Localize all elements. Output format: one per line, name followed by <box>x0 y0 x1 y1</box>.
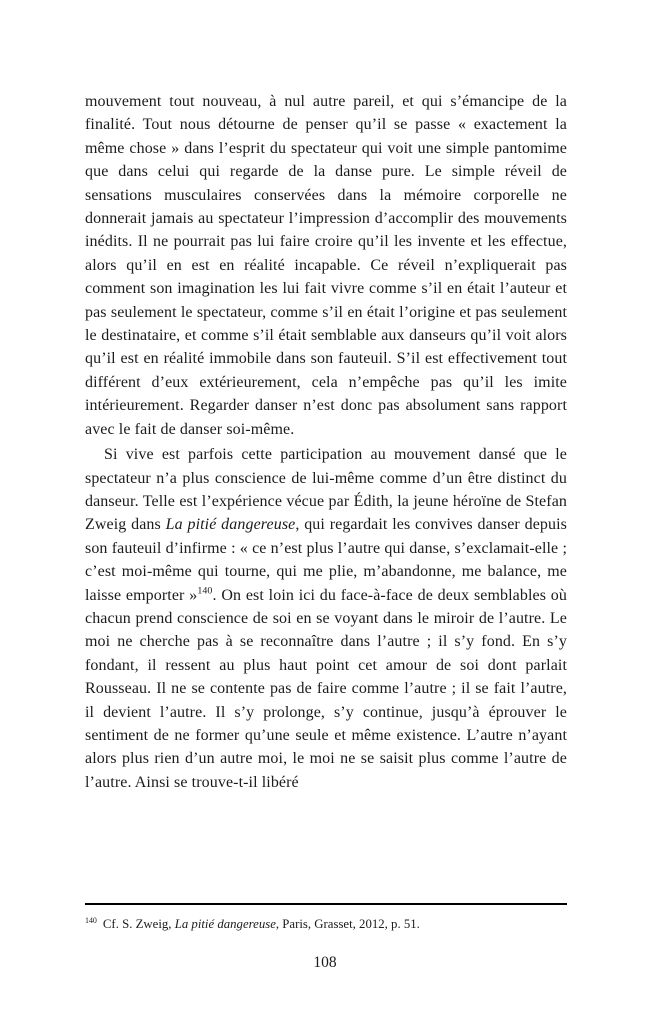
paragraph-1: mouvement tout nouveau, à nul autre pareil, et qui s’émancipe de la finalité. Tout nous détourne de penser qu’il se passe « exactement la même chose » dans l’esprit du spectateur qui voit une simple pantomime que dans celui qui regarde de la danse pure. Le simple réveil de sensations musculaires conservées dans la mémoire corporelle ne donnerait jamais au spectateur l’impression d’accomplir des mouvements inédits. Il ne pourrait pas lui faire croire qu’il les invente et les effectue, alors qu’il en est en réalité incapable. Ce réveil n’expliquerait pas comment son imagination les lui fait vivre comme s’il en était l’auteur et pas seulement le spectateur, comme s’il en était l’origine et pas seulement le destinataire, et comme s’il était semblable aux danseurs qu’il voit alors qu’il est en réalité immobile dans son fauteuil. S’il est effectivement tout différent d’eux extérieurement, cela n’empêche pas qu’il les imite intérieurement. Regarder danser n’est donc pas absolument sans rapport avec le fait de danser soi-même. <box>85 93 567 438</box>
footnote-divider <box>85 903 567 905</box>
footnote-140: $^{140}$ Cf. S. Zweig, La pitié dangereuse, Paris, Grasset, 2012, p. 51. <box>85 915 420 931</box>
footnote-area <box>85 903 567 932</box>
paragraph-2: Si vive est parfois cette participation au mouvement dansé que le spectateur n’a plus conscience de lui-même comme d’un être distinct du danseur. Telle est l’expérience vécue par Édith, la jeune héroïne de Stefan Zweig dans La pitié dangereuse, qui regardait les convives danser depuis son fauteuil d’infirme : « ce n’est plus l’autre qui danse, s’exclamait-elle ; c’est moi-même qui tourne, qui me plie, m’abandonne, me balance, me laisse emporter »$^{140}$. On est loin ici du face-à-face de deux semblables où chacun prend conscience de soi en se voyant dans le miroir de l’autre. Le moi ne cherche pas à se reconnaître dans l’autre ; il s’y fond. En s’y fondant, il ressent au plus haut point cet amour de soi dont parlait Rousseau. Il ne se contente pas de faire comme l’autre ; il se fait l’autre, il devient l’autre. Il s’y prolonge, s’y continue, jusqu’à éprouver le sentiment de ne former qu’une seule et même existence. L’autre n’ayant alors plus rien d’un autre moi, le moi ne se saisit plus comme l’autre de l’autre. Ainsi se trouve-t-il libéré <box>85 446 567 791</box>
body-text <box>85 90 567 794</box>
page-number: 108 <box>313 954 337 971</box>
